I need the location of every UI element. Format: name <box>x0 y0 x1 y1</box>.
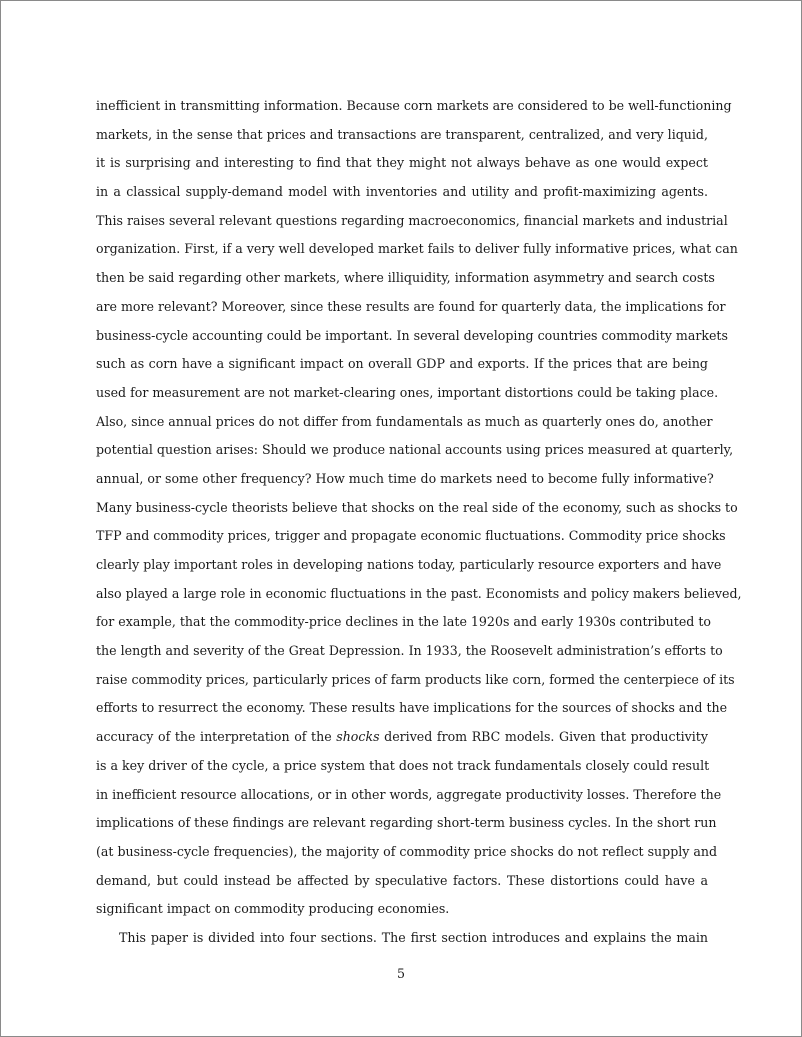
text-line: This paper is divided into four sections. The first section introduces and explains the main <box>119 929 708 945</box>
text-line: also played a large role in economic fluctuations in the past. Economists and policy makers believed, <box>96 585 742 601</box>
body-text <box>96 92 742 953</box>
text-segment: accuracy of the interpretation of the <box>96 729 337 745</box>
paragraph-1 <box>96 92 742 924</box>
text-line: raise commodity prices, particularly prices of farm products like corn, formed the centerpiece of its <box>96 671 735 687</box>
text-line: is a key driver of the cycle, a price system that does not track fundamentals closely could result <box>96 757 710 773</box>
italic-term-shocks: shocks <box>336 729 380 745</box>
text-line: then be said regarding other markets, where illiquidity, information asymmetry and search costs <box>96 270 715 286</box>
text-line: annual, or some other frequency? How much time do markets need to become fully informative? <box>96 470 714 486</box>
text-line: in inefficient resource allocations, or in other words, aggregate productivity losses. Therefore the <box>96 786 722 802</box>
text-line: business-cycle accounting could be important. In several developing countries commodity markets <box>96 327 728 343</box>
text-line: in a classical supply-demand model with inventories and utility and profit-maximizing agents. <box>96 184 708 200</box>
text-line: markets, in the sense that prices and transactions are transparent, centralized, and very liquid, <box>96 126 708 142</box>
text-line: inefficient in transmitting information. Because corn markets are considered to be well-functioning <box>96 98 732 113</box>
text-line: are more relevant? Moreover, since these results are found for quarterly data, the implications for <box>96 298 726 314</box>
page-number: 5 <box>396 966 405 981</box>
text-line: used for measurement are not market-clearing ones, important distortions could be taking place. <box>96 384 719 400</box>
text-line: potential question arises: Should we produce national accounts using prices measured at quarterly, <box>96 442 734 458</box>
text-line: for example, that the commodity-price declines in the late 1920s and early 1930s contributed to <box>96 614 712 630</box>
text-line-with-italic <box>96 723 708 752</box>
text-line: it is surprising and interesting to find that they might not always behave as one would expect <box>96 155 708 171</box>
text-line: demand, but could instead be affected by speculative factors. These distortions could have a <box>96 872 708 888</box>
text-segment: derived from RBC models. Given that productivity <box>379 729 708 745</box>
text-line: (at business-cycle frequencies), the majority of commodity price shocks do not reflect supply and <box>96 843 718 859</box>
text-line: TFP and commodity prices, trigger and propagate economic fluctuations. Commodity price shocks <box>96 528 726 544</box>
text-line: the length and severity of the Great Depression. In 1933, the Roosevelt administration’s efforts to <box>96 643 723 659</box>
text-line: Many business-cycle theorists believe that shocks on the real side of the economy, such as shocks to <box>96 499 738 515</box>
text-line: organization. First, if a very well developed market fails to deliver fully informative prices, what can <box>96 241 738 257</box>
text-line: clearly play important roles in developing nations today, particularly resource exporters and have <box>96 557 722 572</box>
text-line: efforts to resurrect the economy. These results have implications for the sources of shocks and the <box>96 700 728 716</box>
paragraph-2 <box>96 924 708 953</box>
text-line: Also, since annual prices do not differ from fundamentals as much as quarterly ones do, another <box>96 413 713 429</box>
text-line: significant impact on commodity producing economies. <box>96 901 450 917</box>
text-line: implications of these findings are relevant regarding short-term business cycles. In the short run <box>96 815 717 831</box>
text-line: such as corn have a significant impact on overall GDP and exports. If the prices that are being <box>96 356 708 372</box>
text-line: This raises several relevant questions regarding macroeconomics, financial markets and industrial <box>96 212 728 228</box>
